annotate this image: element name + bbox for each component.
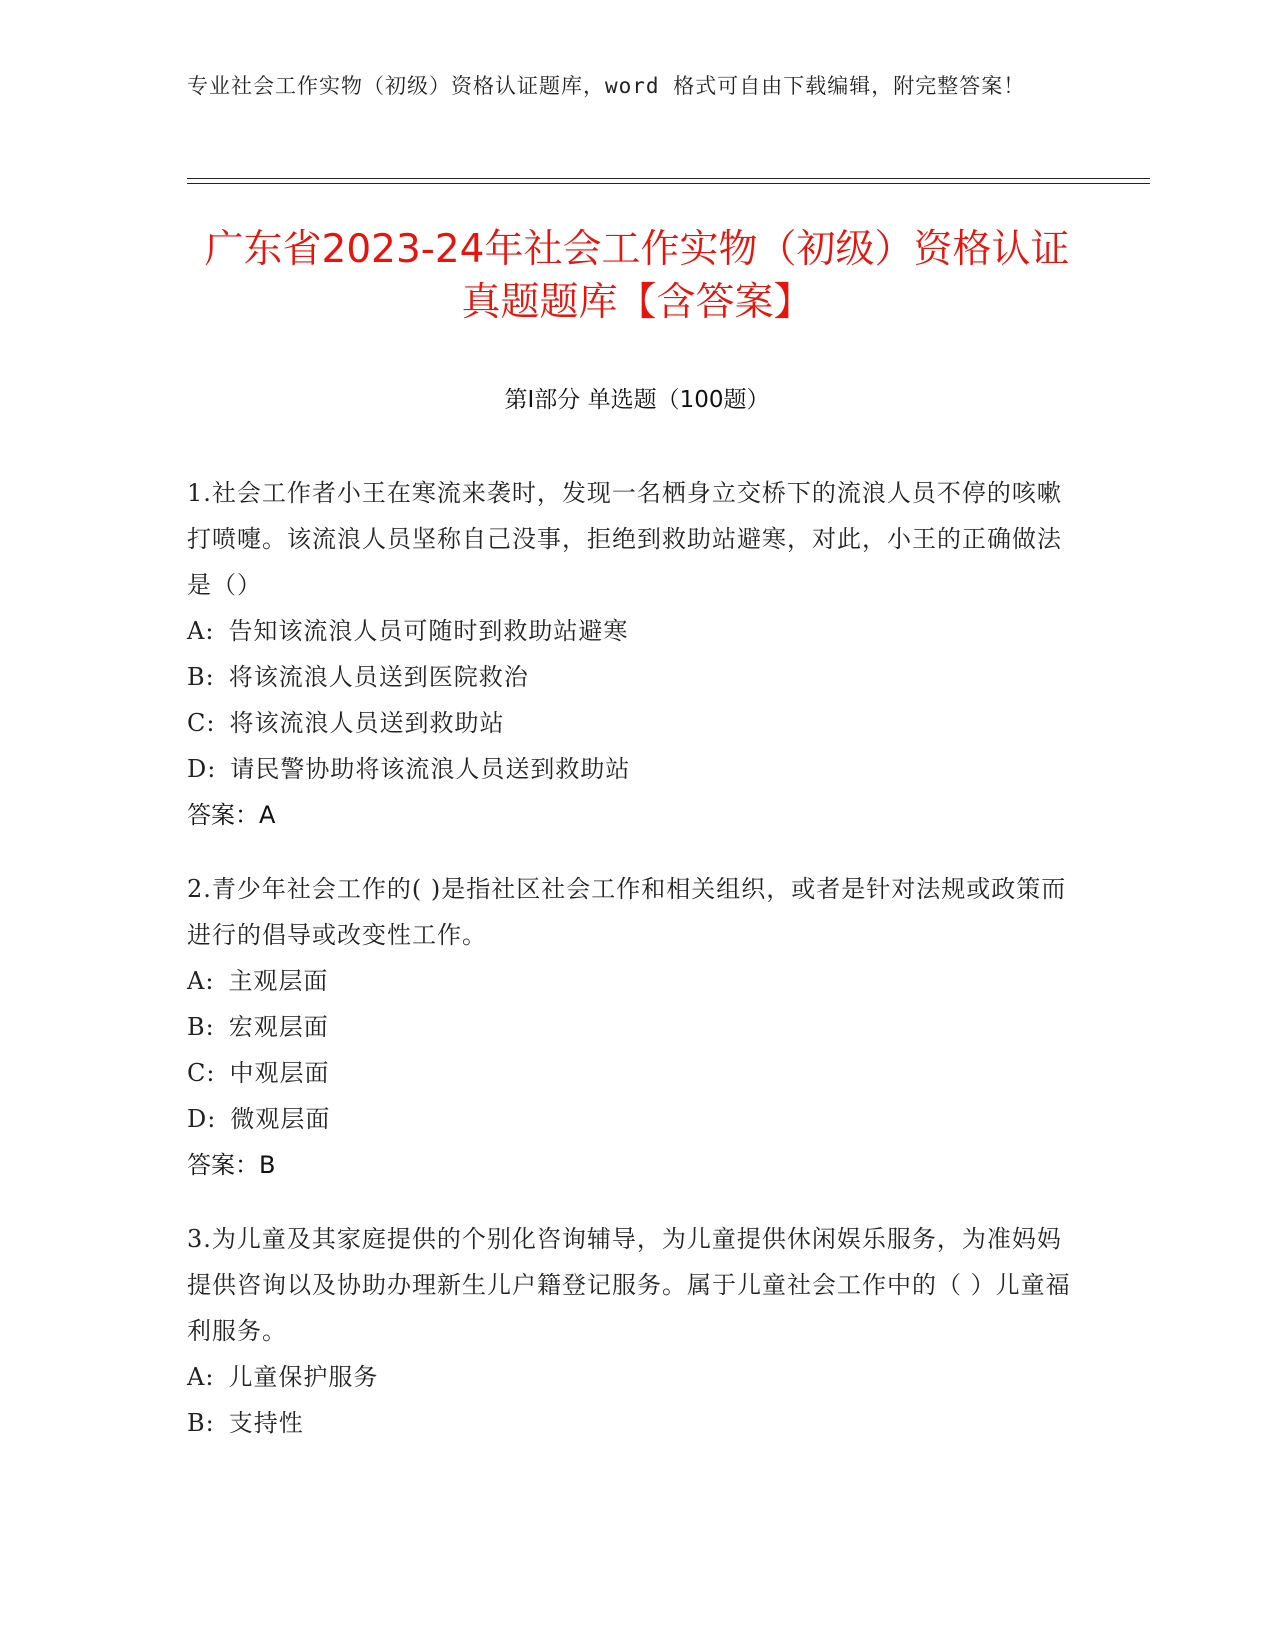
option-d: D: 微观层面 xyxy=(187,1096,1077,1142)
question-2 xyxy=(187,866,1077,1188)
header-divider-bottom xyxy=(187,183,1150,184)
option-b: B: 将该流浪人员送到医院救治 xyxy=(187,654,1077,700)
option-b: B: 宏观层面 xyxy=(187,1004,1077,1050)
option-text: 儿童保护服务 xyxy=(228,1363,379,1391)
option-letter: B xyxy=(187,663,206,691)
question-1 xyxy=(187,470,1077,838)
section-title: 第Ⅰ部分 单选题（100题） xyxy=(504,387,770,413)
option-text: 支持性 xyxy=(228,1409,304,1437)
option-c: C: 将该流浪人员送到救助站 xyxy=(187,700,1077,746)
option-text: 微观层面 xyxy=(230,1105,331,1133)
option-letter: A xyxy=(187,1363,206,1391)
option-letter: D xyxy=(187,1105,208,1133)
answer: 答案：A xyxy=(187,801,276,829)
option-d: D: 请民警协助将该流浪人员送到救助站 xyxy=(187,746,1077,792)
option-text: 请民警协助将该流浪人员送到救助站 xyxy=(230,755,631,783)
option-letter: B xyxy=(187,1013,206,1041)
option-b: B: 支持性 xyxy=(187,1400,1077,1446)
option-text: 宏观层面 xyxy=(228,1013,329,1041)
answer: 答案：B xyxy=(187,1151,276,1179)
question-list xyxy=(187,470,1077,1474)
option-a: A: 告知该流浪人员可随时到救助站避寒 xyxy=(187,608,1077,654)
document-title: 广东省2023-24年社会工作实物（初级）资格认证真题题库【含答案】 xyxy=(204,227,1070,325)
option-letter: D xyxy=(187,755,208,783)
option-letter: B xyxy=(187,1409,206,1437)
option-text: 将该流浪人员送到救助站 xyxy=(229,709,505,737)
question-3 xyxy=(187,1216,1077,1446)
option-text: 中观层面 xyxy=(229,1059,330,1087)
question-stem: 3.为儿童及其家庭提供的个别化咨询辅导，为儿童提供休闲娱乐服务，为准妈妈提供咨询以及协助办理新生儿户籍登记服务。属于儿童社会工作中的（ ）儿童福利服务。 xyxy=(187,1225,1071,1345)
option-text: 告知该流浪人员可随时到救助站避寒 xyxy=(228,617,629,645)
question-stem: 2.青少年社会工作的( )是指社区社会工作和相关组织，或者是针对法规或政策而进行的倡导或改变性工作。 xyxy=(187,875,1067,949)
option-c: C: 中观层面 xyxy=(187,1050,1077,1096)
option-letter: C xyxy=(187,709,207,737)
option-letter: C xyxy=(187,1059,207,1087)
header-note: 专业社会工作实物（初级）资格认证题库，word 格式可自由下载编辑，附完整答案！ xyxy=(187,74,1026,98)
header-divider-top xyxy=(187,178,1150,179)
option-letter: A xyxy=(187,617,206,645)
option-letter: A xyxy=(187,967,206,995)
option-text: 将该流浪人员送到医院救治 xyxy=(228,663,529,691)
question-stem: 1.社会工作者小王在寒流来袭时，发现一名栖身立交桥下的流浪人员不停的咳嗽打喷嚏。该流浪人员坚称自己没事，拒绝到救助站避寒，对此，小王的正确做法是（） xyxy=(187,479,1062,599)
option-a: A: 主观层面 xyxy=(187,958,1077,1004)
option-a: A: 儿童保护服务 xyxy=(187,1354,1077,1400)
option-text: 主观层面 xyxy=(228,967,329,995)
